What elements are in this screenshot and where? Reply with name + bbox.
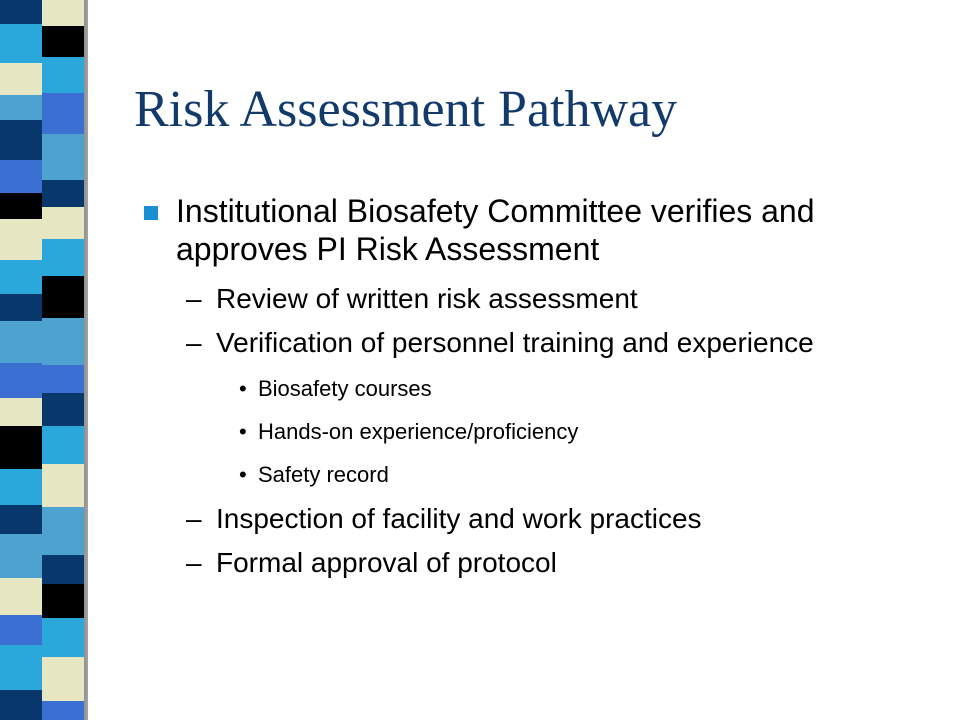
- bullet-text: Biosafety courses: [258, 376, 432, 401]
- decorative-block: [42, 0, 84, 26]
- decorative-block: [0, 469, 42, 505]
- decorative-block: [42, 365, 84, 393]
- dot-marker: •: [239, 462, 247, 487]
- bullet-text: Institutional Biosafety Committee verifies and approves PI Risk Assessment: [176, 193, 815, 267]
- decorative-block: [42, 426, 84, 464]
- decorative-block: [42, 318, 84, 365]
- decorative-block: [0, 219, 42, 260]
- decorative-block: [0, 260, 42, 294]
- bullet-level-3: [140, 419, 900, 445]
- decorative-block-strip: [0, 0, 88, 720]
- decorative-block: [0, 363, 42, 398]
- dash-marker: –: [186, 547, 202, 578]
- decorative-block: [42, 57, 84, 93]
- decorative-block: [42, 555, 84, 584]
- decorative-block: [42, 239, 84, 276]
- decorative-block: [0, 95, 42, 120]
- decorative-block: [42, 507, 84, 555]
- decorative-block: [0, 63, 42, 95]
- decorative-block: [0, 690, 42, 720]
- decorative-block: [0, 193, 42, 219]
- decorative-block: [42, 464, 84, 507]
- decorative-block: [42, 93, 84, 134]
- bullet-level-2: [140, 326, 900, 360]
- bullet-text: Verification of personnel training and experience: [216, 327, 814, 358]
- dash-marker: –: [186, 283, 202, 314]
- decorative-block: [0, 294, 42, 321]
- decorative-block: [0, 505, 42, 534]
- decorative-block: [0, 534, 42, 578]
- decorative-block: [42, 180, 84, 207]
- square-bullet-icon: [144, 206, 158, 220]
- decorative-block: [42, 26, 84, 57]
- slide-body: [140, 192, 900, 590]
- decorative-block: [0, 160, 42, 193]
- decorative-block: [42, 584, 84, 618]
- decorative-block: [42, 657, 84, 701]
- decorative-block: [0, 0, 42, 24]
- decorative-block: [0, 398, 42, 426]
- bullet-text: Formal approval of protocol: [216, 547, 557, 578]
- decorative-block: [0, 120, 42, 160]
- decorative-block: [0, 24, 42, 63]
- decorative-block: [0, 615, 42, 645]
- decorative-block: [42, 701, 84, 720]
- decorative-block: [0, 321, 42, 363]
- bullet-text: Inspection of facility and work practices: [216, 503, 702, 534]
- decorative-block: [0, 426, 42, 469]
- decorative-block: [42, 618, 84, 657]
- bullet-level-2: [140, 546, 900, 580]
- bullet-level-2: [140, 502, 900, 536]
- decorative-block: [42, 207, 84, 239]
- slide-title: Risk Assessment Pathway: [134, 81, 678, 138]
- dot-marker: •: [239, 376, 247, 401]
- dash-marker: –: [186, 503, 202, 534]
- dash-marker: –: [186, 327, 202, 358]
- bullet-text: Review of written risk assessment: [216, 283, 638, 314]
- decorative-block: [42, 134, 84, 180]
- bullet-text: Safety record: [258, 462, 389, 487]
- bullet-level-2: [140, 282, 900, 316]
- bullet-level-3: [140, 376, 900, 402]
- bullet-text: Hands-on experience/proficiency: [258, 419, 579, 444]
- decorative-block: [0, 645, 42, 690]
- dot-marker: •: [239, 419, 247, 444]
- decorative-block: [42, 393, 84, 426]
- decorative-block: [0, 578, 42, 615]
- bullet-level-1: [140, 192, 900, 268]
- decorative-block: [42, 276, 84, 318]
- bullet-level-3: [140, 462, 900, 488]
